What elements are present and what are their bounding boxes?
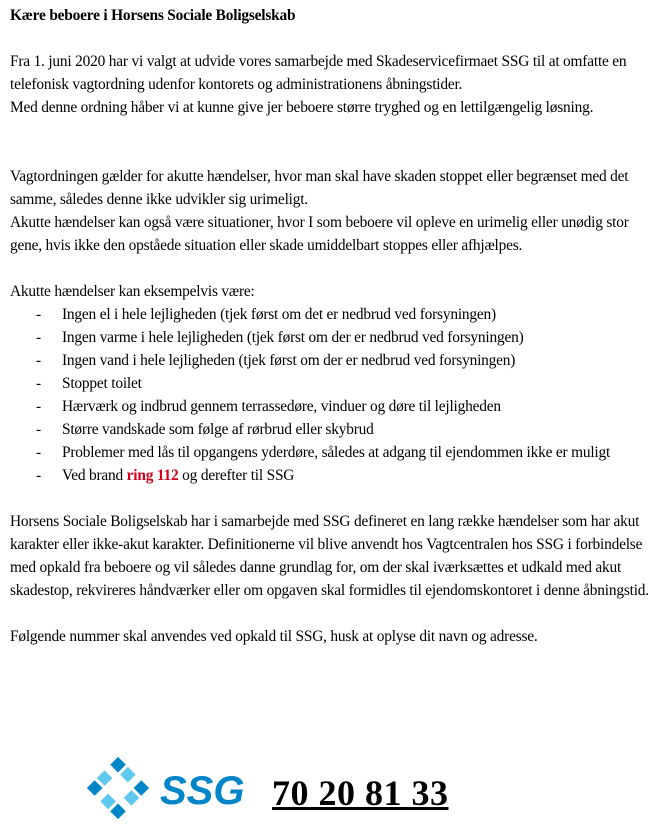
scope-paragraph-2: Akutte hændelser kan også være situationer, hvor I som beboere vil opleve en urimelig eller unødig stor gene, hvis ikke den opståede situation eller skade umiddelbart stoppes eller afhjælpes. [10, 214, 629, 254]
emergency-number-highlight: ring 112 [126, 467, 179, 484]
intro-paragraph-2: Med denne ordning håber vi at kunne give jer beboere større tryghed og en lettilgængelig løsning. [10, 99, 594, 116]
ssg-logo-icon [86, 755, 256, 823]
contact-instruction: Følgende nummer skal anvendes ved opkald til SSG, husk at oplyse dit navn og adresse. [10, 628, 538, 645]
examples-intro: Akutte hændelser kan eksempelvis være: [10, 283, 255, 300]
intro-paragraph-1: Fra 1. juni 2020 har vi valgt at udvide vores samarbejde med Skadeservicefirmaet SSG til at omfatte en telefonisk vagtordning udenfor kontorets og administrationens åbningstider. [10, 53, 627, 93]
list-item: - Problemer med lås til opgangens yderdøre, således at adgang til ejendommen ikke er muligt [36, 444, 611, 461]
examples-list [10, 303, 650, 487]
list-item: - Ingen varme i hele lejligheden (tjek først om der er nedbrud ved forsyningen) [36, 329, 524, 346]
list-item: - Stoppet toilet [36, 375, 142, 392]
list-item: - Ingen el i hele lejligheden (tjek først om det er nedbrud ved forsyningen) [36, 306, 496, 323]
list-item-fire: - Ved brand ring 112 og derefter til SSG [36, 467, 295, 484]
list-item: - Ingen vand i hele lejligheden (tjek først om der er nedbrud ved forsyningen) [36, 352, 516, 369]
scope-paragraph-1: Vagtordningen gælder for akutte hændelser, hvor man skal have skaden stoppet eller begrænset med det samme, således denne ikke udvikler sig urimeligt. [10, 168, 629, 208]
list-item: - Hærværk og indbrud gennem terrassedøre, vinduer og døre til lejligheden [36, 398, 501, 415]
letter [10, 4, 650, 648]
contact-footer [86, 755, 566, 827]
list-item: - Større vandskade som følge af rørbrud eller skybrud [36, 421, 374, 438]
letter-heading: Kære beboere i Horsens Sociale Boligselskab [10, 7, 296, 24]
definition-paragraph: Horsens Sociale Boligselskab har i samarbejde med SSG defineret en lang række hændelser som har akut karakter eller ikke-akut karakter. Definitionerne vil blive anvendt hos Vagtcentralen hos SSG i forbindelse med opkald fra beboere og vil således danne grundlag for, om der skal iværksættes et udkald med akut skadestop, rekvireres håndværker eller om opgaven skal formidles til ejendomskontoret i denne åbningstid. [10, 513, 649, 599]
ssg-phone-number: 70 20 81 33 [272, 773, 449, 813]
ssg-logo-text: SSG [160, 769, 245, 813]
